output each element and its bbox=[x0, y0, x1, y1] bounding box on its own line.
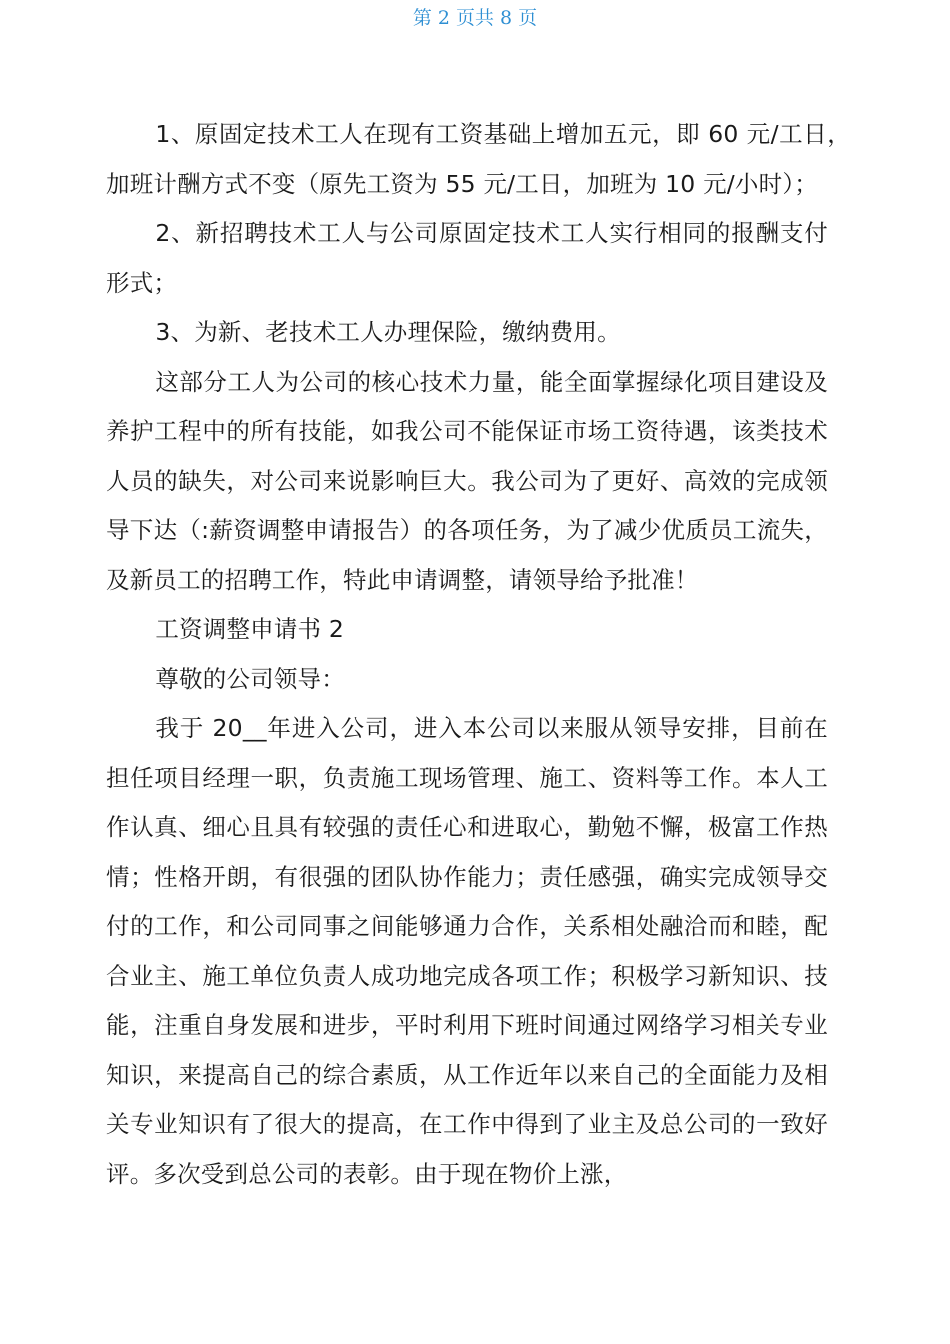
document-body bbox=[106, 110, 851, 1199]
paragraph-self-introduction: 我于 20__年进入公司，进入本公司以来服从领导安排，目前在担任项目经理一职，负责施工现场管理、施工、资料等工作。本人工作认真、细心且具有较强的责任心和进取心，勤勉不懈，极富工作热情；性格开朗，有很强的团队协作能力；责任感强，确实完成领导交付的工作，和公司同事之间能够通力合作，关系相处融洽而和睦，配合业主、施工单位负责人成功地完成各项工作；积极学习新知识、技能，注重自身发展和进步，平时利用下班时间通过网络学习相关专业知识，来提高自己的综合素质，从工作近年以来自己的全面能力及相关专业知识有了很大的提高，在工作中得到了业主及总公司的一致好评。多次受到总公司的表彰。由于现在物价上涨， bbox=[106, 714, 828, 1188]
paragraph-core-workers: 这部分工人为公司的核心技术力量，能全面掌握绿化项目建设及养护工程中的所有技能，如我公司不能保证市场工资待遇，该类技术人员的缺失，对公司来说影响巨大。我公司为了更好、高效的完成领导下达（:薪资调整申请报告）的各项任务，为了减少优质员工流失，及新员工的招聘工作，特此申请调整，请领导给予批准！ bbox=[106, 367, 828, 594]
page-number-header: 第 2 页共 8 页 bbox=[412, 7, 538, 29]
paragraph-item-3: 3、为新、老技术工人办理保险，缴纳费用。 bbox=[155, 318, 621, 346]
salutation: 尊敬的公司领导： bbox=[155, 664, 345, 693]
paragraph-item-1: 1、原固定技术工人在现有工资基础上增加五元，即 60 元/工日，加班计酬方式不变（原先工资为 55 元/工日，加班为 10 元/小时）； bbox=[106, 120, 851, 198]
paragraph-item-2: 2、新招聘技术工人与公司原固定技术工人实行相同的报酬支付形式； bbox=[106, 219, 828, 297]
section-title: 工资调整申请书 2 bbox=[155, 615, 345, 643]
